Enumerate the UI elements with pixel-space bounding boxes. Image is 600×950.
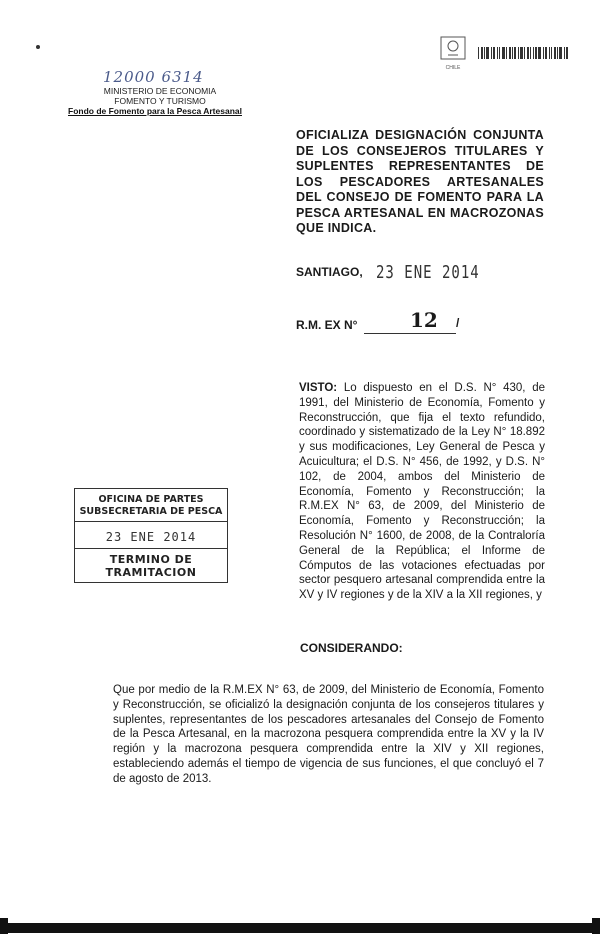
date-label: SANTIAGO,: [296, 265, 363, 279]
visto-text: Lo dispuesto en el D.S. N° 430, de 1991, del Ministerio de Economía, Fomento y Reconstrucción, que fija el texto refundido, coordinado y sistematizado de la Ley N° 18.892 y sus modificaciones, Ley General de Pesca y Acuicultura; el D.S. N° 456, de 1992, y D.S. N° 102, de 2004, ambos del Ministerio de Economía, Fomento y Reconstrucción; la R.M.EX N° 63, de 2009, del Ministerio de Economía, Fomento y Reconstrucción; la Resolución N° 1600, de 2008, de la Contraloría General de la República; el Informe de Cómputos de las votaciones efectuadas por sector pesquero artesanal comprendida entre la XV y IV regiones y de la XIV a la XII regiones, y: [299, 382, 545, 602]
seal-icon: [440, 36, 466, 60]
government-seal: [440, 36, 466, 71]
resolution-underline: [364, 333, 456, 334]
ministry-line-2: FOMENTO Y TURISMO: [114, 96, 206, 106]
fondo-name: Fondo de Fomento para la Pesca Artesanal: [68, 106, 242, 116]
resolution-number: 12: [410, 308, 438, 332]
stamp-status: TERMINO DE TRAMITACION: [75, 548, 227, 582]
considerando-text: Que por medio de la R.M.EX N° 63, de 2009, del Ministerio de Economía, Fomento y Reconstrucción, se oficializó la designación conjunta de los consejeros titulares y suplentes, representantes de los pescadores artesanales del Consejo de Fomento de la Pesca Artesanal, en la macrozona pesquera comprendida entre la XV y la IV región y la macrozona pesquera comprendida entre la XIV y XII regiones, estableciendo además el tiempo de vigencia de sus funciones, el que concluyó el 7 de agosto de 2013.: [113, 684, 544, 785]
barcode: [478, 47, 588, 59]
ministry-name: [95, 86, 225, 106]
margin-mark: [36, 45, 40, 49]
stamp-subsecretaria: SUBSECRETARIA DE PESCA: [75, 506, 227, 522]
visto-heading: VISTO:: [299, 382, 338, 394]
seal-label: CHILE: [445, 65, 461, 71]
handwritten-reference: 12000 6314: [103, 68, 204, 86]
office-stamp: [74, 488, 228, 583]
resolution-slash: /: [456, 316, 460, 330]
scan-edge-mark-right: [592, 918, 600, 934]
stamp-office: OFICINA DE PARTES: [98, 494, 204, 505]
scan-edge-bar: [0, 923, 600, 933]
ministry-line-1: MINISTERIO DE ECONOMIA: [103, 86, 217, 96]
scan-edge-mark-left: [0, 918, 8, 934]
stamp-date: 23 ENE 2014: [105, 530, 197, 544]
document-title: OFICIALIZA DESIGNACIÓN CONJUNTA DE LOS CONSEJEROS TITULARES Y SUPLENTES REPRESENTANTES DE LOS PESCADORES ARTESANALES DEL CONSEJO DE FOMENTO PARA LA PESCA ARTESANAL EN MACROZONAS QUE INDICA.: [296, 128, 544, 235]
date-stamp: 23 ENE 2014: [376, 263, 480, 283]
resolution-label: R.M. EX N°: [296, 318, 358, 332]
considerando-heading: CONSIDERANDO:: [300, 641, 403, 655]
visto-section: [299, 381, 545, 603]
